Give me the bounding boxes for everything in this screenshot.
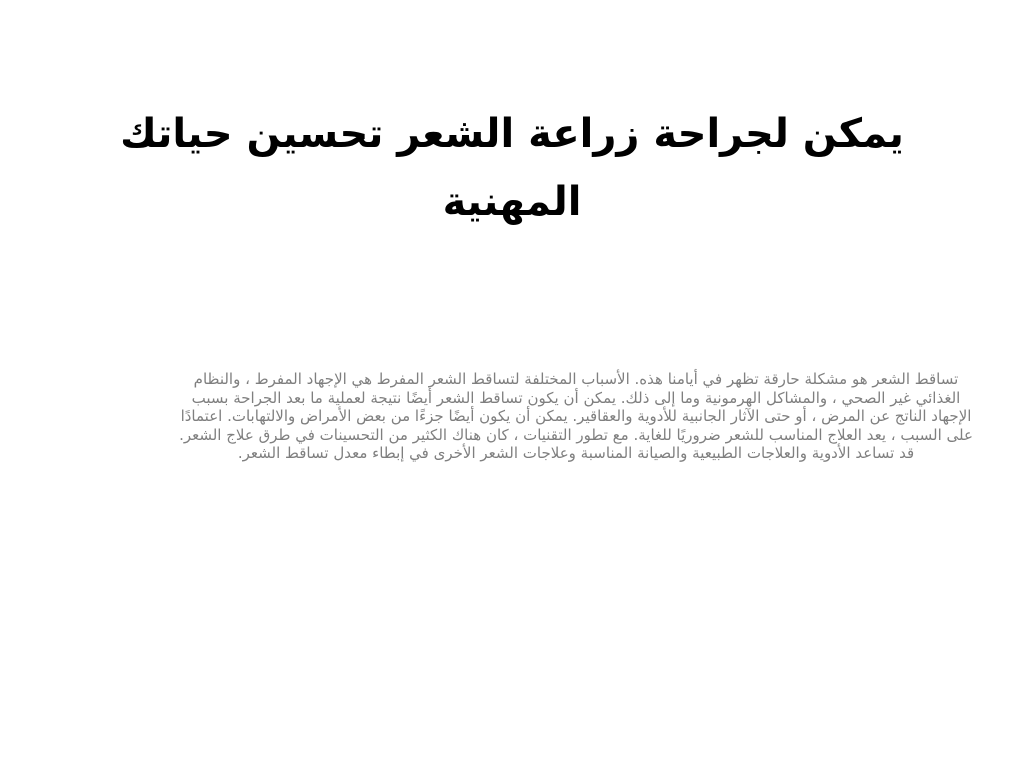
slide-body-text: تساقط الشعر هو مشكلة حارقة تظهر في أيامنا هذه. الأسباب المختلفة لتساقط الشعر المفرط هي الإجهاد المفرط ، والنظام الغذائي غير الصحي ، والمشاكل الهرمونية وما إلى ذلك. يمكن أن يكون تساقط الشعر أيضًا نتيجة لعملية ما بعد الجراحة بسبب الإجهاد الناتج عن المرض ، أو حتى الآثار الجانبية للأدوية والعقاقير. يمكن أن يكون أيضًا جزءًا من بعض الأمراض والالتهابات. اعتمادًا على السبب ، يعد العلاج المناسب للشعر ضروريًا للغاية. مع تطور التقنيات ، كان هناك الكثير من التحسينات في طرق علاج الشعر. قد تساعد الأدوية والعلاجات الطبيعية والصيانة المناسبة وعلاجات الشعر الأخرى في إبطاء معدل تساقط الشعر. bbox=[179, 370, 973, 462]
slide-title: يمكن لجراحة زراعة الشعر تحسين حياتك المهنية bbox=[120, 111, 904, 225]
